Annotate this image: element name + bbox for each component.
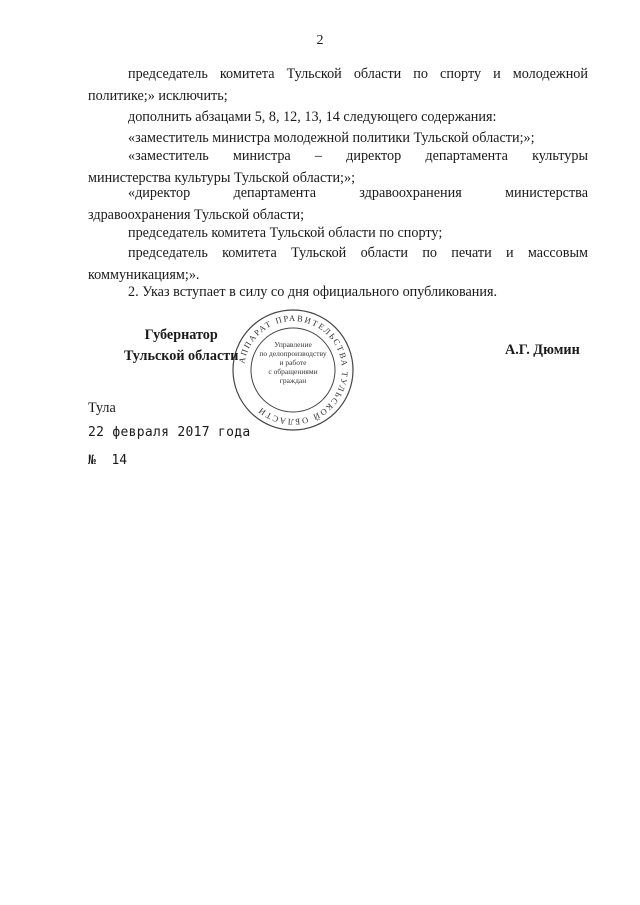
stamp-center-text <box>252 340 334 385</box>
signatory-title-line-1: Губернатор <box>144 327 218 343</box>
paragraph-4-line-2: министерства культуры Тульской области;»; <box>88 169 356 186</box>
signatory-title-line-2: Тульской области <box>124 348 239 364</box>
signatory-title <box>124 325 238 367</box>
paragraph-1 <box>88 64 588 107</box>
signing-date: 22 февраля 2017 года <box>88 425 251 440</box>
paragraph-6 <box>88 223 588 245</box>
paragraph-2 <box>88 107 588 129</box>
paragraph-5-line-1: «директор департамента здравоохранения министерства <box>128 185 588 201</box>
stamp-center-line: по делопроизводству <box>259 349 327 358</box>
stamp-center-line: с обращениями <box>268 367 318 376</box>
paragraph-2-line-1: дополнить абзацами 5, 8, 12, 13, 14 следующего содержания: <box>128 109 497 125</box>
paragraph-1-line-1: председатель комитета Тульской области по спорту и молодежной <box>128 66 588 82</box>
page-number: 2 <box>316 33 324 48</box>
paragraph-7 <box>88 243 588 286</box>
number-sign: № <box>88 453 96 468</box>
document-number <box>88 453 127 468</box>
paragraph-8-line-1: 2. Указ вступает в силу со дня официального опубликования. <box>128 284 498 300</box>
paragraph-8 <box>88 282 588 304</box>
paragraph-4-line-1: «заместитель министра – директор департамента культуры <box>128 148 588 164</box>
paragraph-5-line-2: здравоохранения Тульской области; <box>88 206 305 223</box>
paragraph-5 <box>88 183 588 226</box>
stamp-center-line: Управление <box>274 340 312 349</box>
paragraph-3-line-1: «заместитель министра молодежной политики Тульской области;»; <box>128 130 535 146</box>
stamp-ring-text: АППАРАТ ПРАВИТЕЛЬСТВА ТУЛЬСКОЙ ОБЛАСТИ <box>236 312 351 428</box>
paragraph-7-line-1: председатель комитета Тульской области по печати и массовым <box>128 245 588 261</box>
number-value: 14 <box>111 453 128 468</box>
place-of-signing: Тула <box>88 400 116 416</box>
paragraph-7-line-2: коммуникациям;». <box>88 266 200 283</box>
paragraph-6-line-1: председатель комитета Тульской области по спорту; <box>128 225 443 241</box>
paragraph-1-line-2: политике;» исключить; <box>88 87 228 104</box>
stamp-center-line: граждан <box>279 376 307 385</box>
signatory-name: А.Г. Дюмин <box>505 342 580 358</box>
stamp-center-line: и работе <box>279 358 307 367</box>
